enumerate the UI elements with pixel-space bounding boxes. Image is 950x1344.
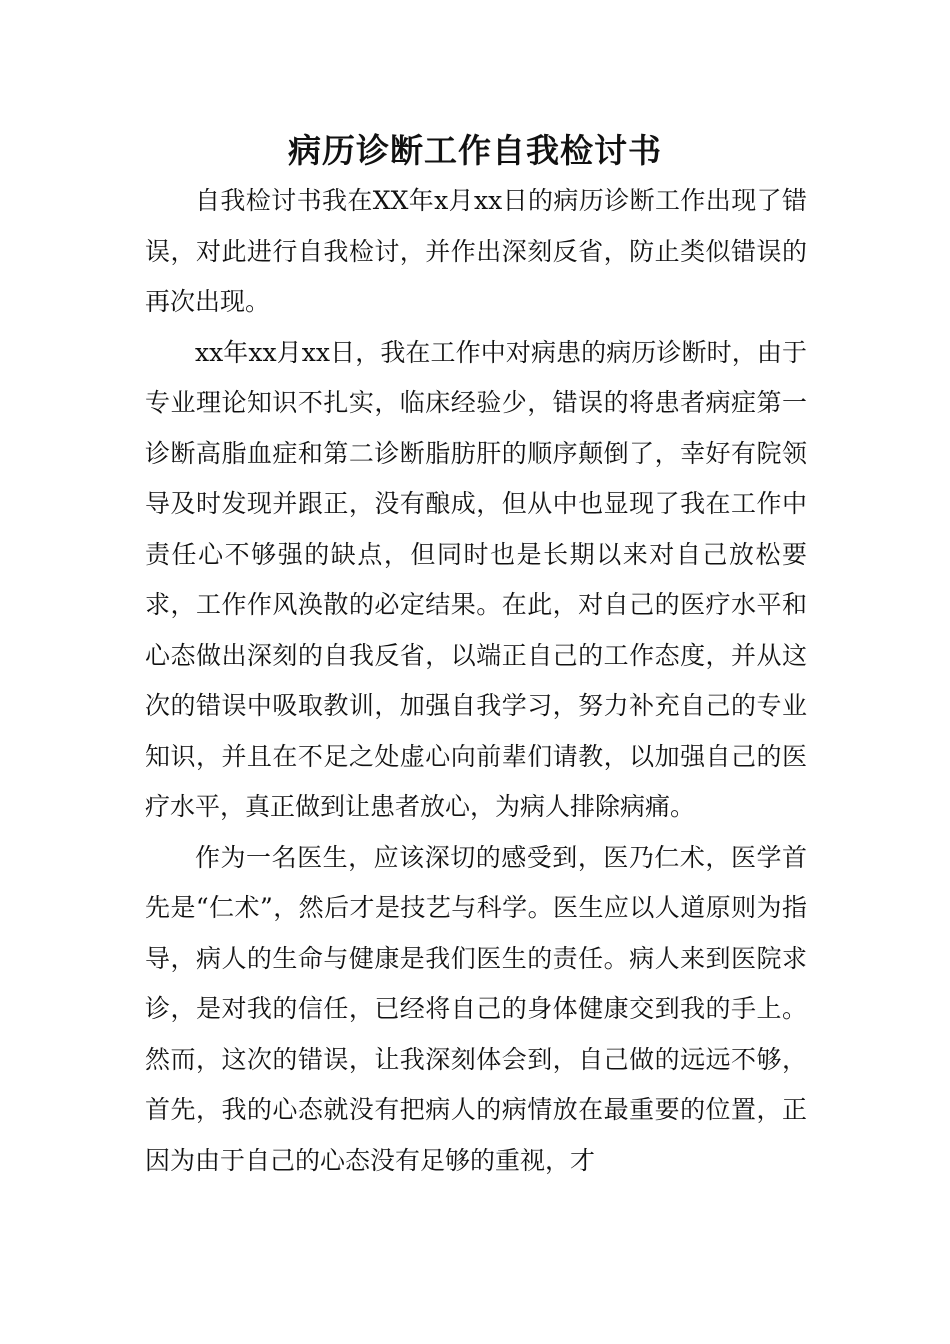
document-body bbox=[145, 176, 807, 1186]
paragraph-2: xx年xx月xx日，我在工作中对病患的病历诊断时，由于专业理论知识不扎实，临床经验少，错误的将患者病症第一诊断高脂血症和第二诊断脂肪肝的顺序颠倒了，幸好有院领导及时发现并跟正，没有酿成，但从中也显现了我在工作中责任心不够强的缺点，但同时也是长期以来对自己放松要求，工作作风涣散的必定结果。在此，对自己的医疗水平和心态做出深刻的自我反省，以端正自己的工作态度，并从这次的错误中吸取教训，加强自我学习，努力补充自己的专业知识，并且在不足之处虚心向前辈们请教，以加强自己的医疗水平，真正做到让患者放心，为病人排除病痛。 bbox=[145, 337, 807, 821]
document-title: 病历诊断工作自我检讨书 bbox=[288, 131, 662, 170]
paragraph-3: 作为一名医生，应该深切的感受到，医乃仁术，医学首先是“仁术”，然后才是技艺与科学。医生应以人道原则为指导，病人的生命与健康是我们医生的责任。病人来到医院求诊，是对我的信任，已经将自己的身体健康交到我的手上。然而，这次的错误，让我深刻体会到，自己做的远远不够，首先，我的心态就没有把病人的病情放在最重要的位置，正因为由于自己的心态没有足够的重视，才 bbox=[145, 842, 807, 1175]
paragraph-1: 自我检讨书我在XX年x月xx日的病历诊断工作出现了错误，对此进行自我检讨，并作出深刻反省，防止类似错误的再次出现。 bbox=[145, 186, 807, 316]
